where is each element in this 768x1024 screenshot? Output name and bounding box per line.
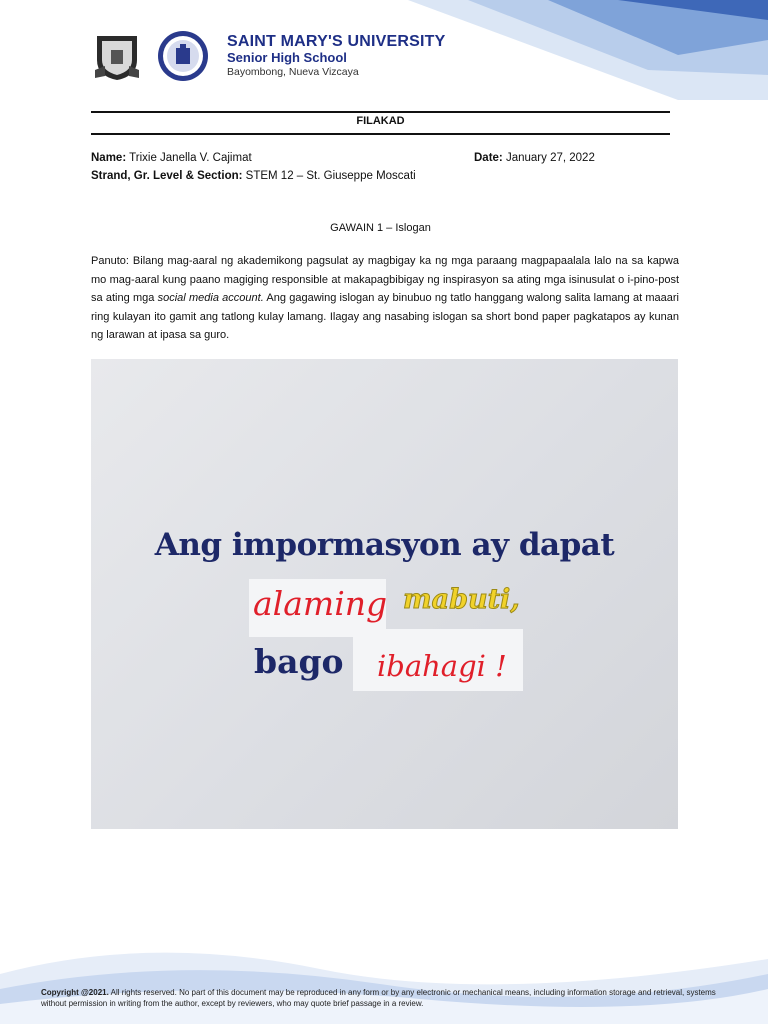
strand-line <box>91 170 416 182</box>
date-line <box>474 152 595 164</box>
activity-title: GAWAIN 1 – Islogan <box>330 222 431 234</box>
copyright-notice <box>41 988 741 1009</box>
university-name: SAINT MARY'S UNIVERSITY <box>227 33 446 50</box>
date-value: January 27, 2022 <box>505 152 595 164</box>
strand-value: STEM 12 – St. Giuseppe Moscati <box>245 170 416 182</box>
slogan-word-mabuti: mabuti, <box>403 584 520 615</box>
school-name: Senior High School <box>227 50 347 65</box>
slogan-line-1: Ang impormasyon ay dapat <box>154 527 615 563</box>
instructions-part2: Ang gagawing islogan ay binubuo ng tatlo hanggang walong salita lamang at maaari ring kulayan ito gamit ang tatlong kulay lamang. Ilagay ang nasabing islogan sa short bond paper pagkatapos ay kunan ng larawan at ipasa sa guro. <box>91 292 679 341</box>
subject-title: FILAKAD <box>356 115 405 127</box>
university-heading <box>227 33 446 79</box>
school-seal-logo <box>91 30 143 82</box>
copyright-bold: Copyright @2021. <box>41 988 109 997</box>
slogan-photo <box>91 359 678 829</box>
copyright-text: All rights reserved. No part of this document may be reproduced in any form or by any electronic or mechanical means, including information storage and retrieval, systems without permission in writing from the author, except by reviewers, who may quote brief passage in a review. <box>41 988 716 1008</box>
slogan-word-ibahagi: ibahagi ! <box>377 649 507 683</box>
slogan-word-alaming: alaming <box>253 584 388 623</box>
university-seal-logo <box>157 30 209 82</box>
school-location: Bayombong, Nueva Vizcaya <box>227 66 359 78</box>
strand-label: Strand, Gr. Level & Section: <box>91 170 243 182</box>
instructions-paragraph <box>91 252 679 345</box>
slogan-word-bago: bago <box>254 642 344 681</box>
name-label: Name: <box>91 152 127 164</box>
date-label: Date: <box>474 152 503 164</box>
name-value: Trixie Janella V. Cajimat <box>129 152 252 164</box>
instructions-part1: Panuto: Bilang mag-aaral ng akademikong pagsulat ay magbigay ka ng mga paraang magpapaalala lalo na sa kapwa mo mag-aaral kung paano magiging responsible at makapagbibigay ng inspirasyon sa ating mga isinusulat o i-pino-post sa ating mga <box>91 255 679 304</box>
instructions-italic: social media account. <box>157 292 264 304</box>
footer-decoration <box>0 934 768 1024</box>
top-rule <box>91 111 670 113</box>
bottom-rule <box>91 133 670 135</box>
student-name-line <box>91 152 252 164</box>
